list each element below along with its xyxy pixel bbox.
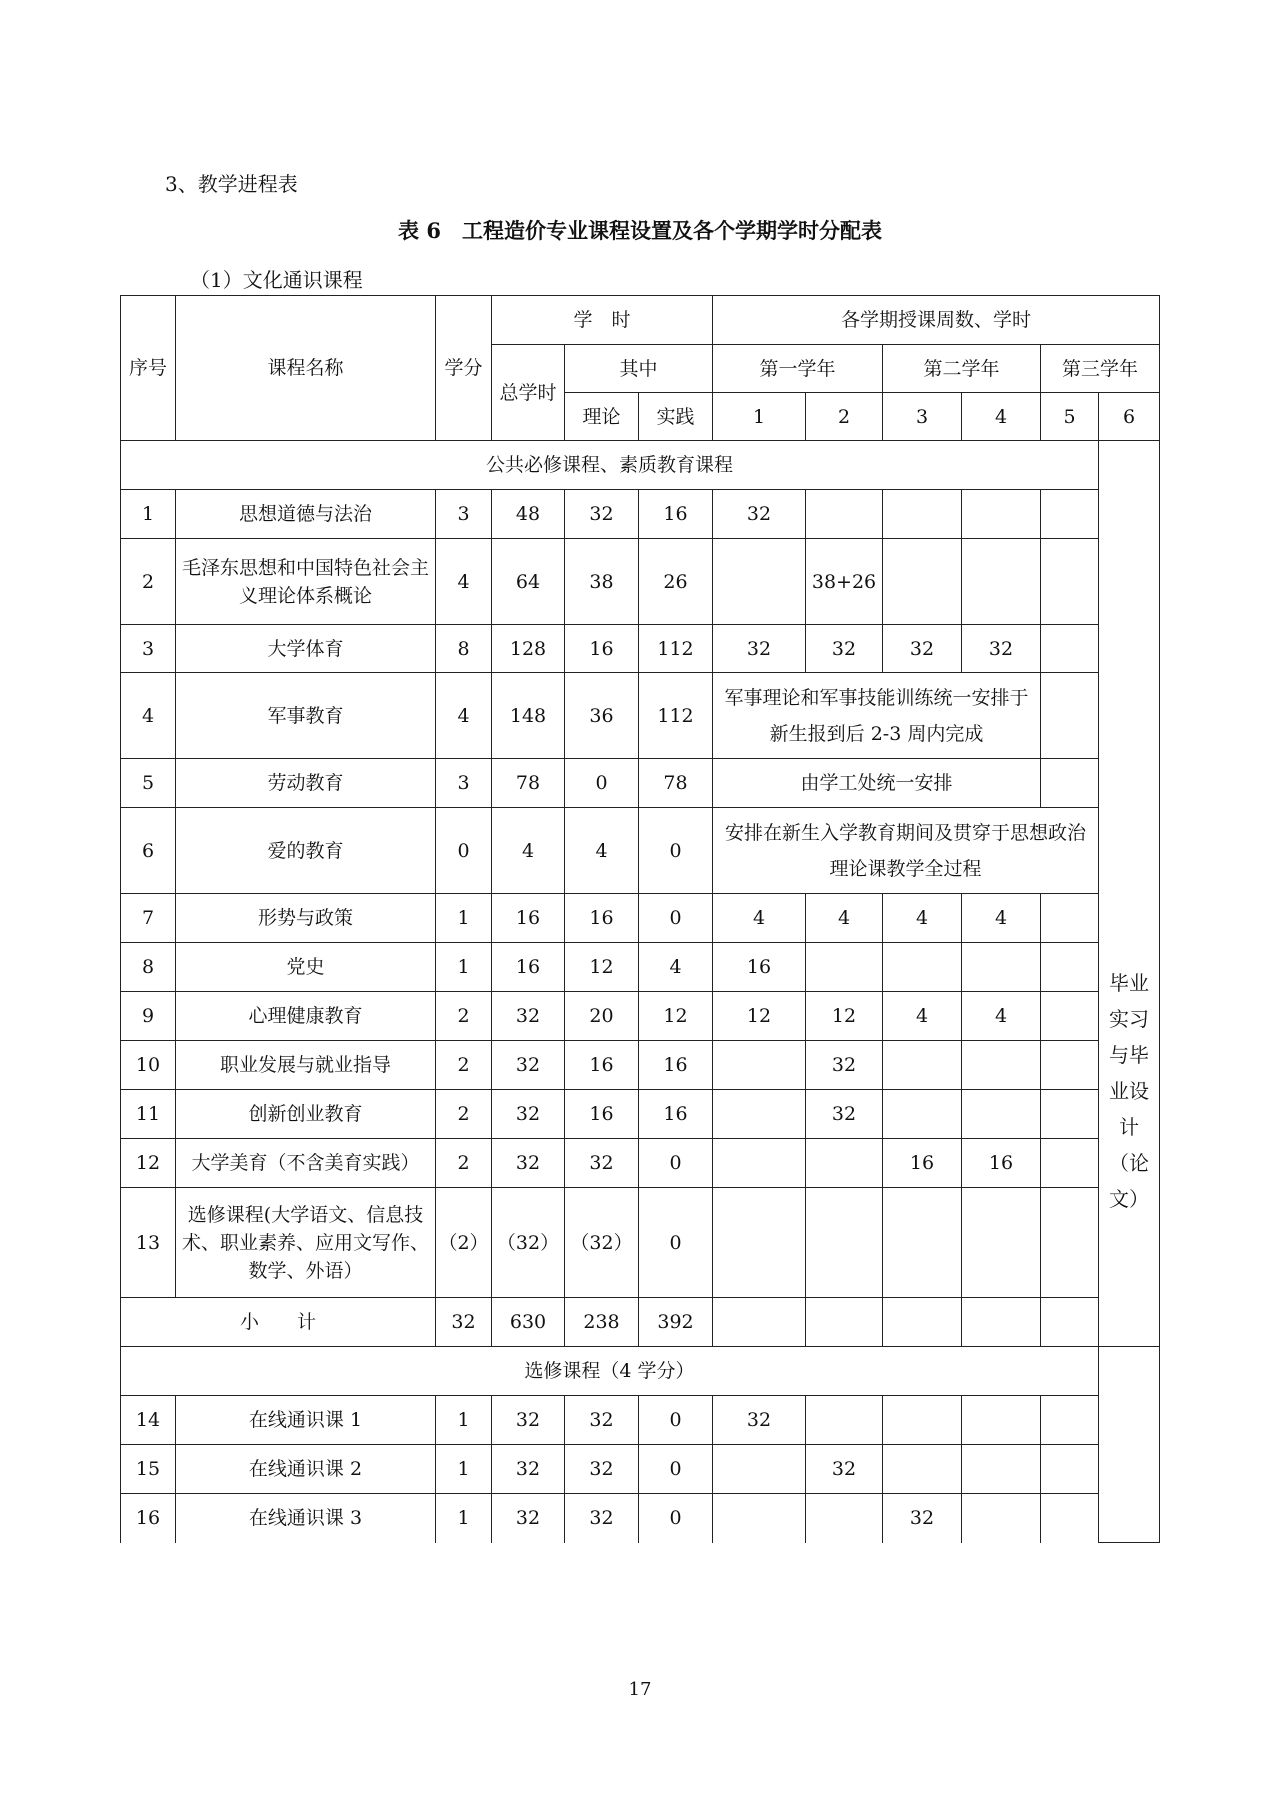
- table-row: [121, 539, 1160, 625]
- row-seq: 9: [121, 992, 176, 1041]
- header-sem5: 5: [1041, 393, 1099, 441]
- row-sem4: [962, 1041, 1041, 1090]
- row-seq: 1: [121, 490, 176, 539]
- row-seq: 3: [121, 625, 176, 673]
- row-sem5: [1041, 625, 1099, 673]
- table-row: [121, 1188, 1160, 1298]
- row-arrangement-note: 由学工处统一安排: [713, 759, 1041, 808]
- row-total-hours: 16: [492, 894, 565, 943]
- row-sem5: [1041, 1445, 1099, 1494]
- row-sem3: [883, 1090, 962, 1139]
- table-row: [121, 992, 1160, 1041]
- row-total-hours: （32）: [492, 1188, 565, 1298]
- row-theory-hours: 16: [565, 625, 639, 673]
- header-sem3: 3: [883, 393, 962, 441]
- row-theory-hours: 32: [565, 1139, 639, 1188]
- row-sem3: 4: [883, 992, 962, 1041]
- row-sem5: [1041, 1041, 1099, 1090]
- row-seq: 11: [121, 1090, 176, 1139]
- row-practice-hours: 112: [639, 625, 713, 673]
- subtotal-label: 小 计: [121, 1298, 436, 1347]
- row-sem4: [962, 1445, 1041, 1494]
- row-practice-hours: 16: [639, 490, 713, 539]
- row-sem4: 32: [962, 625, 1041, 673]
- row-sem2: 4: [806, 894, 883, 943]
- group-title-required: 公共必修课程、素质教育课程: [121, 441, 1099, 490]
- row-seq: 7: [121, 894, 176, 943]
- row-sem1: 32: [713, 625, 806, 673]
- row-seq: 16: [121, 1494, 176, 1543]
- row-sem1: [713, 1494, 806, 1543]
- row-sem1: [713, 1139, 806, 1188]
- row-total-hours: 32: [492, 1041, 565, 1090]
- row-sem2: 32: [806, 1041, 883, 1090]
- row-sem3: [883, 539, 962, 625]
- row-sem2: 32: [806, 1090, 883, 1139]
- row-course-name: 劳动教育: [176, 759, 436, 808]
- row-sem4: 4: [962, 992, 1041, 1041]
- row-sem1: 32: [713, 1396, 806, 1445]
- row-total-hours: 64: [492, 539, 565, 625]
- table-row: [121, 1494, 1160, 1543]
- table-row: [121, 1396, 1160, 1445]
- row-total-hours: 32: [492, 1090, 565, 1139]
- header-of-which: 其中: [565, 345, 713, 393]
- row-sem4: [962, 943, 1041, 992]
- subtotal-practice-hours: 392: [639, 1298, 713, 1347]
- row-sem3: 4: [883, 894, 962, 943]
- row-seq: 14: [121, 1396, 176, 1445]
- row-sem1: [713, 1090, 806, 1139]
- row-total-hours: 148: [492, 673, 565, 759]
- row-course-name: 思想道德与法治: [176, 490, 436, 539]
- subtotal-theory-hours: 238: [565, 1298, 639, 1347]
- row-credit: 1: [436, 894, 492, 943]
- table-row: [121, 673, 1160, 759]
- row-course-name: 爱的教育: [176, 808, 436, 894]
- row-sem3: [883, 490, 962, 539]
- row-practice-hours: 12: [639, 992, 713, 1041]
- row-seq: 6: [121, 808, 176, 894]
- row-credit: 8: [436, 625, 492, 673]
- row-practice-hours: 0: [639, 1396, 713, 1445]
- row-sem1: 12: [713, 992, 806, 1041]
- group-title-elective: 选修课程（4 学分）: [121, 1347, 1099, 1396]
- row-sem5: [1041, 1188, 1099, 1298]
- table-row: [121, 1090, 1160, 1139]
- row-total-hours: 32: [492, 992, 565, 1041]
- row-credit: 0: [436, 808, 492, 894]
- row-sem3: 32: [883, 625, 962, 673]
- row-sem5: [1041, 539, 1099, 625]
- row-sem2: [806, 490, 883, 539]
- row-practice-hours: 0: [639, 1494, 713, 1543]
- row-sem3: [883, 1041, 962, 1090]
- page-number: 17: [628, 1679, 652, 1700]
- row-practice-hours: 0: [639, 894, 713, 943]
- row-theory-hours: 16: [565, 1041, 639, 1090]
- row-credit: 4: [436, 673, 492, 759]
- row-credit: 3: [436, 759, 492, 808]
- table-row: [121, 625, 1160, 673]
- row-sem3: 32: [883, 1494, 962, 1543]
- row-sem5: [1041, 894, 1099, 943]
- row-credit: 1: [436, 943, 492, 992]
- row-sem4: [962, 490, 1041, 539]
- row-theory-hours: 32: [565, 1445, 639, 1494]
- row-theory-hours: 12: [565, 943, 639, 992]
- header-theory: 理论: [565, 393, 639, 441]
- header-year2: 第二学年: [883, 345, 1041, 393]
- row-sem2: 38+26: [806, 539, 883, 625]
- row-sem5: [1041, 490, 1099, 539]
- row-sem2: [806, 1494, 883, 1543]
- table-row: [121, 894, 1160, 943]
- row-credit: 1: [436, 1494, 492, 1543]
- row-arrangement-note: 军事理论和军事技能训练统一安排于新生报到后 2-3 周内完成: [713, 673, 1041, 759]
- row-sem2: [806, 1139, 883, 1188]
- row-theory-hours: 4: [565, 808, 639, 894]
- group-header-row: [121, 441, 1160, 490]
- row-total-hours: 32: [492, 1494, 565, 1543]
- row-theory-hours: 38: [565, 539, 639, 625]
- row-total-hours: 16: [492, 943, 565, 992]
- row-total-hours: 32: [492, 1396, 565, 1445]
- row-course-name: 军事教育: [176, 673, 436, 759]
- side-note-cell: [1099, 441, 1160, 1347]
- row-sem4: [962, 1396, 1041, 1445]
- row-credit: （2）: [436, 1188, 492, 1298]
- row-theory-hours: 32: [565, 1494, 639, 1543]
- row-practice-hours: 0: [639, 1445, 713, 1494]
- row-course-name: 在线通识课 3: [176, 1494, 436, 1543]
- row-theory-hours: 20: [565, 992, 639, 1041]
- row-sem2: [806, 1396, 883, 1445]
- section-title: 3、教学进程表: [165, 172, 298, 196]
- course-schedule-table: [120, 295, 1160, 1543]
- subtotal-row: [121, 1298, 1160, 1347]
- side-note-text: 毕业实习与毕业设计（论文）: [1109, 971, 1149, 1211]
- table-row: [121, 1445, 1160, 1494]
- header-credit: 学分: [436, 296, 492, 441]
- row-course-name: 大学美育（不含美育实践）: [176, 1139, 436, 1188]
- header-semesters: 各学期授课周数、学时: [713, 296, 1160, 345]
- row-sem1: 32: [713, 490, 806, 539]
- row-seq: 2: [121, 539, 176, 625]
- row-theory-hours: 16: [565, 894, 639, 943]
- row-sem4: [962, 1188, 1041, 1298]
- row-credit: 1: [436, 1396, 492, 1445]
- row-sem2: 12: [806, 992, 883, 1041]
- row-course-name: 选修课程(大学语文、信息技术、职业素养、应用文写作、数学、外语）: [176, 1188, 436, 1298]
- header-practice: 实践: [639, 393, 713, 441]
- row-sem1: [713, 1041, 806, 1090]
- row-sem3: [883, 1188, 962, 1298]
- subtotal-sem-cell: [1041, 1298, 1099, 1347]
- row-sem4: [962, 1494, 1041, 1543]
- header-sem2: 2: [806, 393, 883, 441]
- row-sem3: [883, 1445, 962, 1494]
- row-credit: 2: [436, 1139, 492, 1188]
- row-course-name: 形势与政策: [176, 894, 436, 943]
- row-sem5: [1041, 1494, 1099, 1543]
- row-sem2: 32: [806, 1445, 883, 1494]
- row-arrangement-note: 安排在新生入学教育期间及贯穿于思想政治理论课教学全过程: [713, 808, 1099, 894]
- row-sem1: 4: [713, 894, 806, 943]
- row-practice-hours: 0: [639, 1188, 713, 1298]
- row-theory-hours: 16: [565, 1090, 639, 1139]
- row-total-hours: 48: [492, 490, 565, 539]
- table-row: [121, 1139, 1160, 1188]
- row-theory-hours: 32: [565, 490, 639, 539]
- header-total: 总学时: [492, 345, 565, 441]
- row-seq: 13: [121, 1188, 176, 1298]
- row-theory-hours: 0: [565, 759, 639, 808]
- row-sem3: [883, 943, 962, 992]
- table-row: [121, 808, 1160, 894]
- row-practice-hours: 16: [639, 1090, 713, 1139]
- row-sem2: 32: [806, 625, 883, 673]
- row-practice-hours: 16: [639, 1041, 713, 1090]
- row-sem5: [1041, 1090, 1099, 1139]
- row-sem4: [962, 539, 1041, 625]
- header-seq: 序号: [121, 296, 176, 441]
- table-row: [121, 759, 1160, 808]
- row-total-hours: 78: [492, 759, 565, 808]
- row-course-name: 毛泽东思想和中国特色社会主义理论体系概论: [176, 539, 436, 625]
- row-sem1: [713, 539, 806, 625]
- row-practice-hours: 0: [639, 808, 713, 894]
- row-credit: 3: [436, 490, 492, 539]
- row-credit: 2: [436, 992, 492, 1041]
- row-seq: 12: [121, 1139, 176, 1188]
- table-row: [121, 943, 1160, 992]
- row-sem5: [1041, 673, 1099, 759]
- row-course-name: 在线通识课 1: [176, 1396, 436, 1445]
- header-year1: 第一学年: [713, 345, 883, 393]
- row-course-name: 党史: [176, 943, 436, 992]
- row-sem1: [713, 1445, 806, 1494]
- header-year3: 第三学年: [1041, 345, 1160, 393]
- row-credit: 2: [436, 1090, 492, 1139]
- row-seq: 10: [121, 1041, 176, 1090]
- row-sem3: [883, 1396, 962, 1445]
- row-course-name: 创新创业教育: [176, 1090, 436, 1139]
- side-note-cell-continued: [1099, 1347, 1160, 1543]
- row-sem3: 16: [883, 1139, 962, 1188]
- row-practice-hours: 26: [639, 539, 713, 625]
- row-sem5: [1041, 759, 1099, 808]
- row-sem1: 16: [713, 943, 806, 992]
- row-seq: 8: [121, 943, 176, 992]
- row-credit: 1: [436, 1445, 492, 1494]
- row-total-hours: 32: [492, 1445, 565, 1494]
- table-row: [121, 1041, 1160, 1090]
- row-practice-hours: 0: [639, 1139, 713, 1188]
- row-sem5: [1041, 992, 1099, 1041]
- header-row-1: [121, 296, 1160, 345]
- row-total-hours: 128: [492, 625, 565, 673]
- subtotal-credit: 32: [436, 1298, 492, 1347]
- row-credit: 4: [436, 539, 492, 625]
- subtotal-sem-cell: [713, 1298, 806, 1347]
- row-practice-hours: 4: [639, 943, 713, 992]
- row-seq: 4: [121, 673, 176, 759]
- subtotal-sem-cell: [806, 1298, 883, 1347]
- row-sem2: [806, 943, 883, 992]
- row-sem5: [1041, 943, 1099, 992]
- row-sem1: [713, 1188, 806, 1298]
- header-sem6: 6: [1099, 393, 1160, 441]
- header-course: 课程名称: [176, 296, 436, 441]
- row-seq: 5: [121, 759, 176, 808]
- row-seq: 15: [121, 1445, 176, 1494]
- header-hours: 学 时: [492, 296, 713, 345]
- group-header-row: [121, 1347, 1160, 1396]
- row-practice-hours: 78: [639, 759, 713, 808]
- subsection-title: （1）文化通识课程: [190, 268, 363, 292]
- row-total-hours: 32: [492, 1139, 565, 1188]
- row-course-name: 在线通识课 2: [176, 1445, 436, 1494]
- header-sem4: 4: [962, 393, 1041, 441]
- row-theory-hours: （32）: [565, 1188, 639, 1298]
- row-sem5: [1041, 1396, 1099, 1445]
- row-total-hours: 4: [492, 808, 565, 894]
- row-sem5: [1041, 1139, 1099, 1188]
- row-credit: 2: [436, 1041, 492, 1090]
- row-theory-hours: 36: [565, 673, 639, 759]
- header-sem1: 1: [713, 393, 806, 441]
- row-course-name: 大学体育: [176, 625, 436, 673]
- table-title: 表 6 工程造价专业课程设置及各个学期学时分配表: [398, 218, 882, 243]
- row-practice-hours: 112: [639, 673, 713, 759]
- subtotal-total-hours: 630: [492, 1298, 565, 1347]
- row-sem4: 4: [962, 894, 1041, 943]
- row-sem2: [806, 1188, 883, 1298]
- table-row: [121, 490, 1160, 539]
- row-theory-hours: 32: [565, 1396, 639, 1445]
- row-sem4: [962, 1090, 1041, 1139]
- row-course-name: 职业发展与就业指导: [176, 1041, 436, 1090]
- subtotal-sem-cell: [883, 1298, 962, 1347]
- row-sem4: 16: [962, 1139, 1041, 1188]
- row-course-name: 心理健康教育: [176, 992, 436, 1041]
- subtotal-sem-cell: [962, 1298, 1041, 1347]
